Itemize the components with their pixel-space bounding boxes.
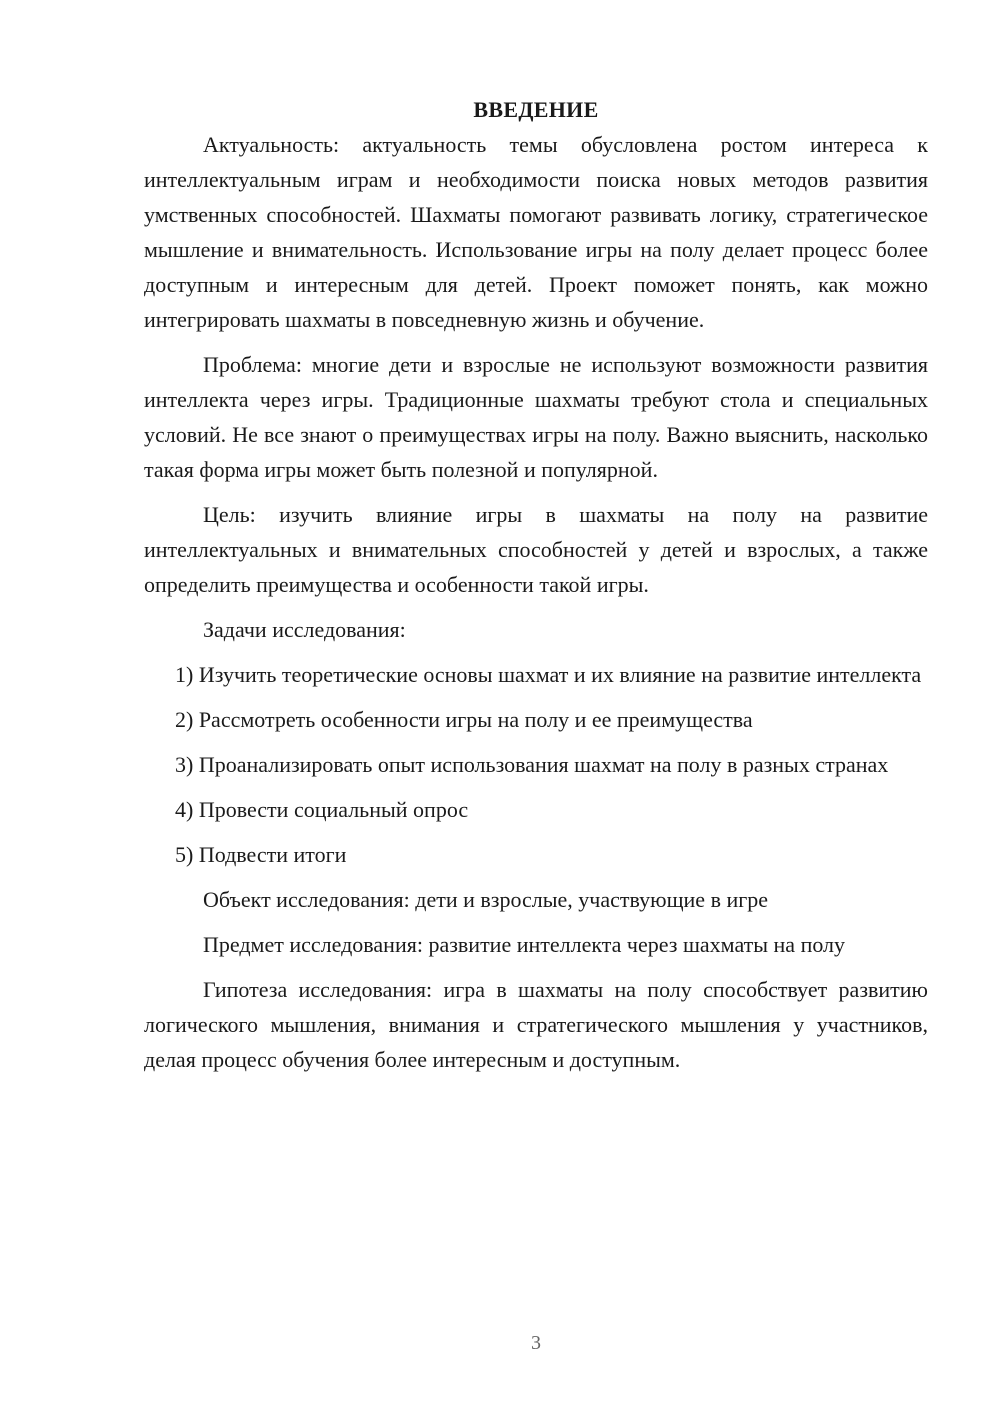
tasks-heading: Задачи исследования: xyxy=(203,617,406,642)
page-title: ВВЕДЕНИЕ xyxy=(473,97,599,122)
page-number: 3 xyxy=(531,1332,541,1354)
page-content xyxy=(144,92,928,1087)
list-item: 1) Изучить теоретические основы шахмат и их влияние на развитие интеллекта xyxy=(175,662,922,687)
paragraph-object: Объект исследования: дети и взрослые, участвующие в игре xyxy=(203,887,769,912)
tasks-list xyxy=(144,657,928,872)
paragraph-goal: Цель: изучить влияние игры в шахматы на полу на развитие интеллектуальных и внимательных способностей у детей и взрослых, а также определить преимущества и особенности такой игры. xyxy=(144,502,928,597)
list-item: 4) Провести социальный опрос xyxy=(175,797,469,822)
paragraph-problem: Проблема: многие дети и взрослые не используют возможности развития интеллекта через игры. Традиционные шахматы требуют стола и специальных условий. Не все знают о преимуществах игры на полу. Важно выяснить, насколько такая форма игры может быть полезной и популярной. xyxy=(144,352,928,482)
paragraph-hypothesis: Гипотеза исследования: игра в шахматы на полу способствует развитию логического мышления, внимания и стратегического мышления у участников, делая процесс обучения более интересным и доступным. xyxy=(144,977,928,1072)
list-item: 5) Подвести итоги xyxy=(175,842,347,867)
list-item: 2) Рассмотреть особенности игры на полу и ее преимущества xyxy=(175,707,753,732)
paragraph-subject: Предмет исследования: развитие интеллекта через шахматы на полу xyxy=(203,932,846,957)
list-item: 3) Проанализировать опыт использования шахмат на полу в разных странах xyxy=(175,752,889,777)
paragraph-relevance: Актуальность: актуальность темы обусловлена ростом интереса к интеллектуальным играм и необходимости поиска новых методов развития умственных способностей. Шахматы помогают развивать логику, стратегическое мышление и внимательность. Использование игры на полу делает процесс более доступным и интересным для детей. Проект поможет понять, как можно интегрировать шахматы в повседневную жизнь и обучение. xyxy=(144,132,928,332)
